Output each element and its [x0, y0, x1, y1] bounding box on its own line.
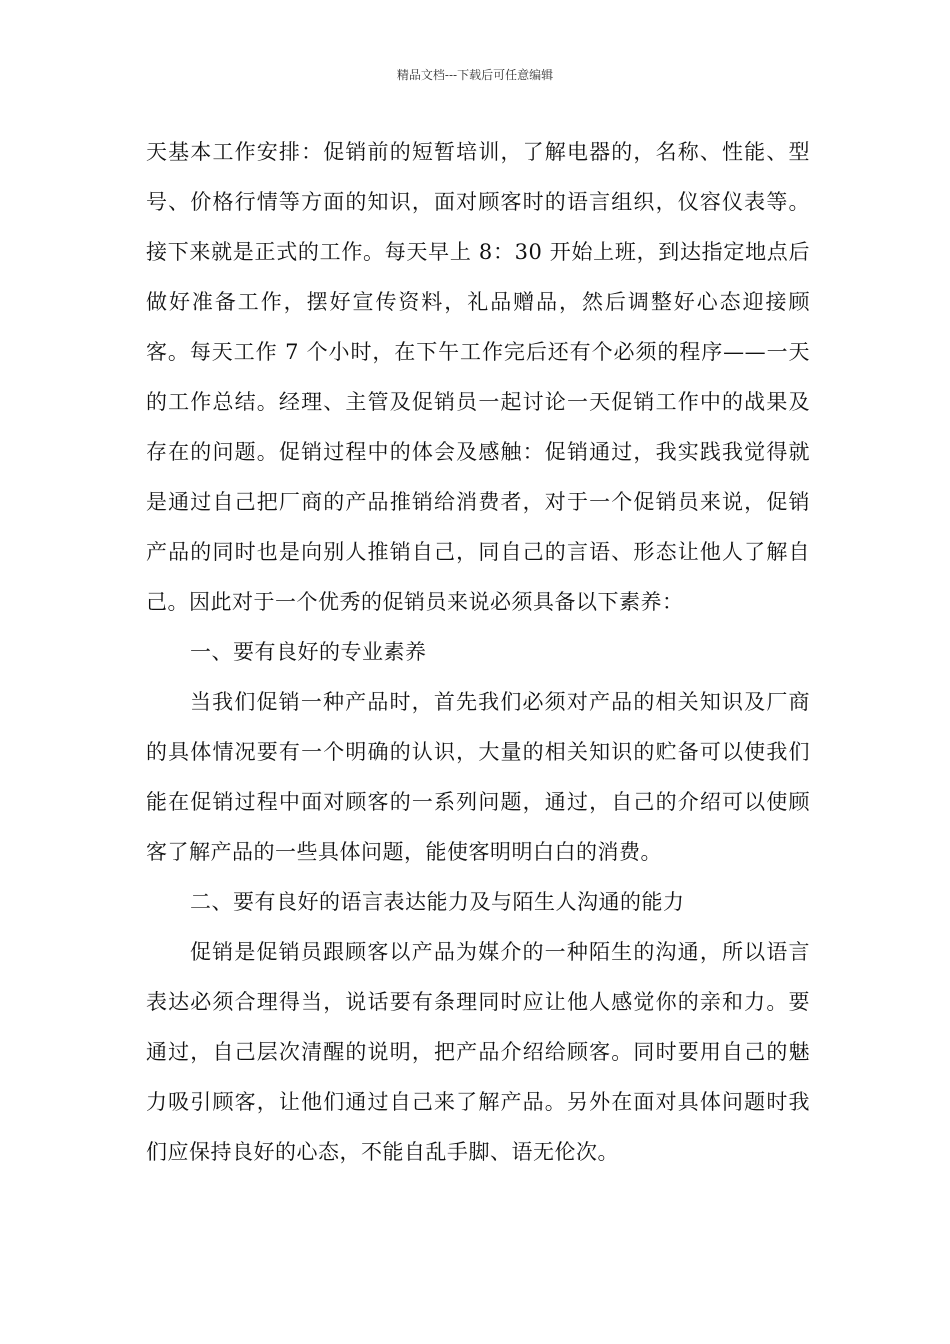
- paragraph-intro: 天基本工作安排：促销前的短暂培训，了解电器的，名称、性能、型号、价格行情等方面的知识，面对顾客时的语言组织，仪容仪表等。接下来就是正式的工作。每天早上 8：30 开始上班，到达指定地点后做好准备工作，摆好宣传资料，礼品赠品，然后调整好心态迎接顾客。每天工作 7 个小时，在下午工作完后还有个必须的程序——一天的工作总结。经理、主管及促销员一起讨论一天促销工作中的战果及存在的问题。促销过程中的体会及感触：促销通过，我实践我觉得就是通过自己把厂商的产品推销给消费者，对于一个促销员来说，促销产品的同时也是向别人推销自己，同自己的言语、形态让他人了解自己。因此对于一个优秀的促销员来说必须具备以下素养：: [146, 140, 810, 614]
- section-heading-2: 二、要有良好的语言表达能力及与陌生人沟通的能力: [190, 890, 685, 914]
- section-heading-1: 一、要有良好的专业素养: [190, 640, 427, 664]
- document-body: [146, 127, 810, 1177]
- paragraph-section-1: 当我们促销一种产品时，首先我们必须对产品的相关知识及厂商的具体情况要有一个明确的认识，大量的相关知识的贮备可以使我们能在促销过程中面对顾客的一系列问题，通过，自己的介绍可以使顾客了解产品的一些具体问题，能使客明明白白的消费。: [146, 690, 810, 864]
- page-header: 精品文档---下载后可任意编辑: [396, 68, 554, 82]
- paragraph-section-2: 促销是促销员跟顾客以产品为媒介的一种陌生的沟通，所以语言表达必须合理得当，说话要有条理同时应让他人感觉你的亲和力。要通过，自己层次清醒的说明，把产品介绍给顾客。同时要用自己的魅力吸引顾客，让他们通过自己来了解产品。另外在面对具体问题时我们应保持良好的心态，不能自乱手脚、语无伦次。: [146, 940, 810, 1164]
